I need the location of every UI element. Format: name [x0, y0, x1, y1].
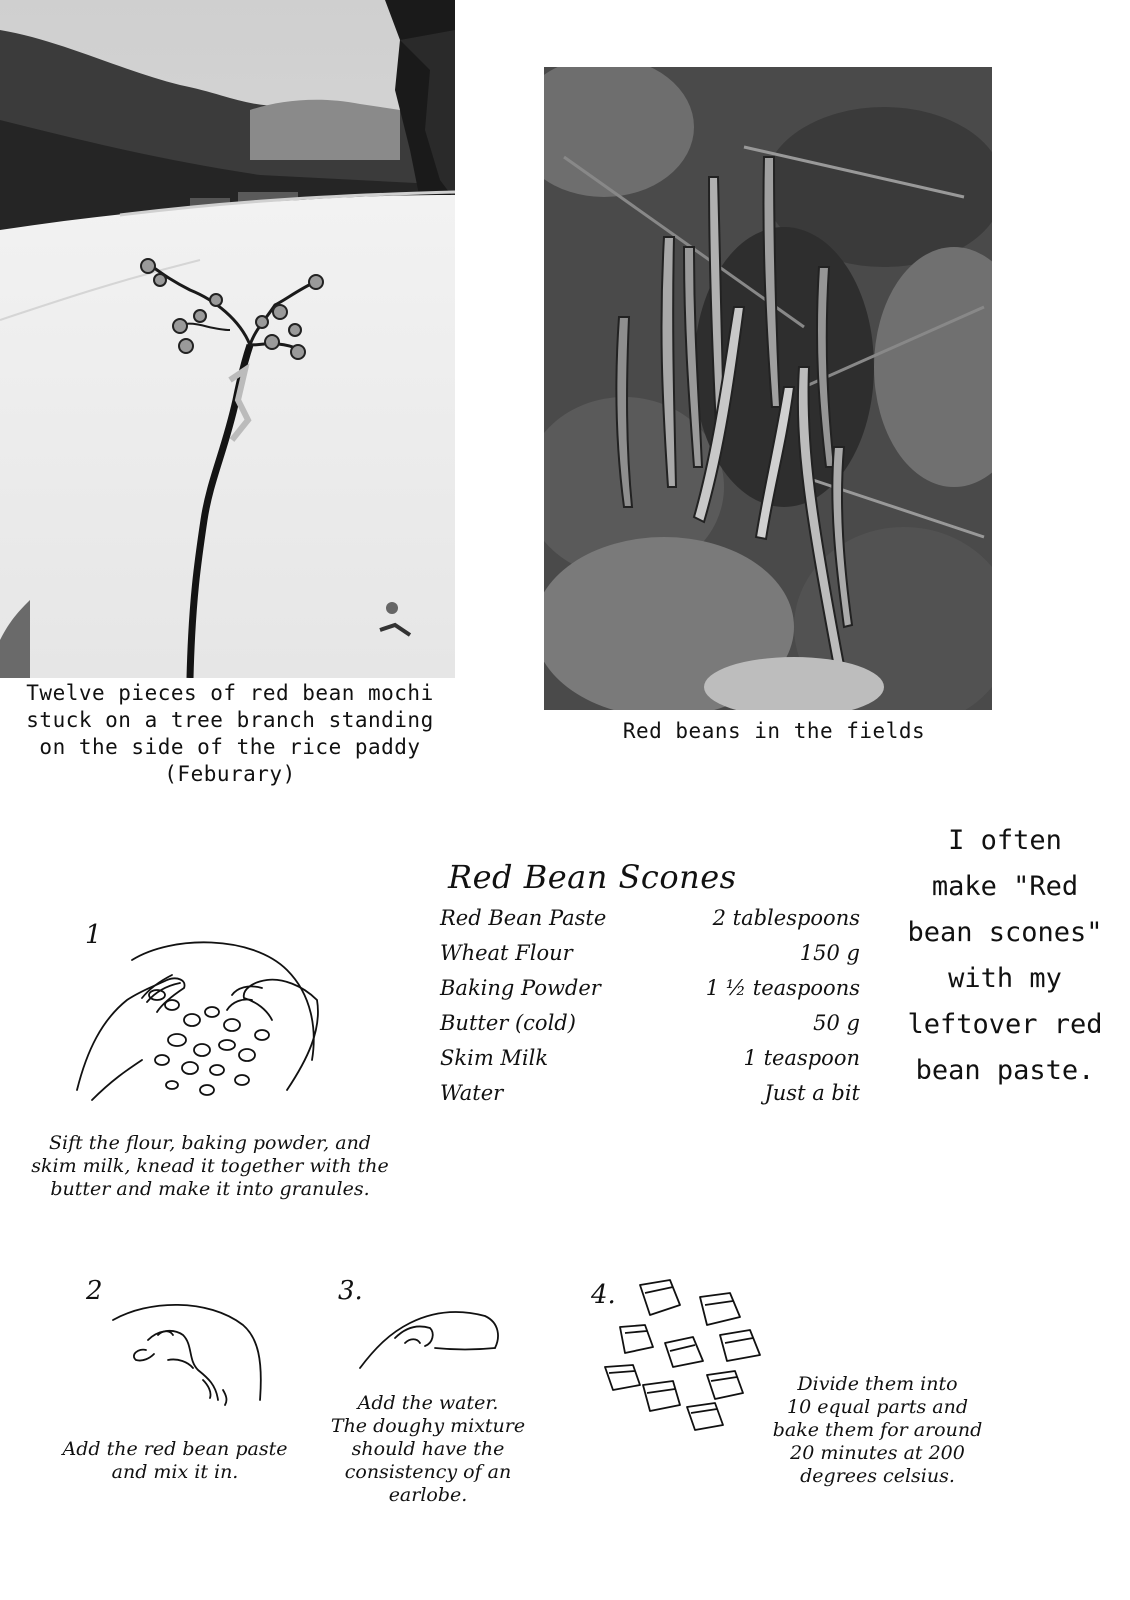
step-line: 10 equal parts and: [786, 1396, 969, 1418]
photo-caption-mochi: [0, 680, 460, 788]
sketch-hand-mixing-icon: [108, 1300, 278, 1415]
note-line: with my: [948, 963, 1062, 994]
caption-line: (Feburary): [164, 762, 296, 786]
step-instruction: [20, 1132, 400, 1201]
ingredient-quantity: 1 teaspoon: [743, 1046, 860, 1070]
step-instruction: [318, 1392, 538, 1507]
side-note: [890, 818, 1120, 1094]
ingredient-row: [440, 941, 860, 977]
sketch-scones-icon: [595, 1275, 785, 1445]
note-line: bean scones": [907, 917, 1103, 948]
ingredient-quantity: 150 g: [799, 941, 860, 965]
step-number: 1: [85, 920, 102, 950]
ingredient-name: Red Bean Paste: [440, 906, 607, 930]
caption-line: Twelve pieces of red bean mochi: [26, 681, 434, 705]
photo-red-beans: [544, 67, 992, 710]
step-line: earlobe.: [388, 1484, 468, 1506]
step-line: degrees celsius.: [800, 1465, 955, 1487]
recipe-title: Red Bean Scones: [448, 858, 737, 896]
step-number: 4.: [591, 1280, 616, 1310]
ingredient-row: [440, 976, 860, 1012]
step-line: Add the water.: [357, 1392, 499, 1414]
note-line: bean paste.: [915, 1055, 1095, 1086]
step-line: butter and make it into granules.: [50, 1178, 370, 1200]
step-line: should have the: [351, 1438, 505, 1460]
step-line: Add the red bean paste: [62, 1438, 288, 1460]
step-line: Sift the flour, baking powder, and: [49, 1132, 371, 1154]
note-line: leftover red: [907, 1009, 1103, 1040]
step-line: skim milk, knead it together with the: [31, 1155, 389, 1177]
sketch-hand-pressing-icon: [355, 1298, 505, 1388]
step-line: 20 minutes at 200: [790, 1442, 965, 1464]
caption-line: on the side of the rice paddy: [39, 735, 421, 759]
step-instruction: [50, 1438, 300, 1484]
note-line: make "Red: [931, 871, 1079, 902]
step-instruction: [760, 1373, 995, 1488]
ingredient-row: [440, 906, 860, 942]
step-line: consistency of an: [344, 1461, 512, 1483]
ingredient-row: [440, 1046, 860, 1082]
note-line: I often: [948, 825, 1062, 856]
step-line: The doughy mixture: [330, 1415, 526, 1437]
ingredient-name: Butter (cold): [440, 1011, 576, 1035]
step-number: 3.: [338, 1276, 363, 1306]
ingredient-quantity: 50 g: [813, 1011, 860, 1035]
step-number: 2: [86, 1276, 103, 1306]
ingredient-name: Baking Powder: [440, 976, 601, 1000]
ingredient-row: [440, 1011, 860, 1047]
sketch-hands-kneading-icon: [72, 940, 332, 1110]
ingredient-quantity: Just a bit: [764, 1081, 860, 1105]
ingredient-quantity: 2 tablespoons: [712, 906, 860, 930]
caption-line: stuck on a tree branch standing: [26, 708, 434, 732]
ingredient-quantity: 1 ½ teaspoons: [705, 976, 860, 1000]
photo-caption-beans: [544, 718, 1004, 745]
ingredient-name: Wheat Flour: [440, 941, 573, 965]
ingredient-name: Skim Milk: [440, 1046, 549, 1070]
ingredient-row: [440, 1081, 860, 1117]
step-line: bake them for around: [772, 1419, 983, 1441]
ingredient-name: Water: [440, 1081, 504, 1105]
caption-line: Red beans in the fields: [622, 719, 926, 743]
step-line: and mix it in.: [111, 1461, 239, 1483]
photo-snowy-paddy: [0, 0, 455, 678]
step-line: Divide them into: [797, 1373, 958, 1395]
